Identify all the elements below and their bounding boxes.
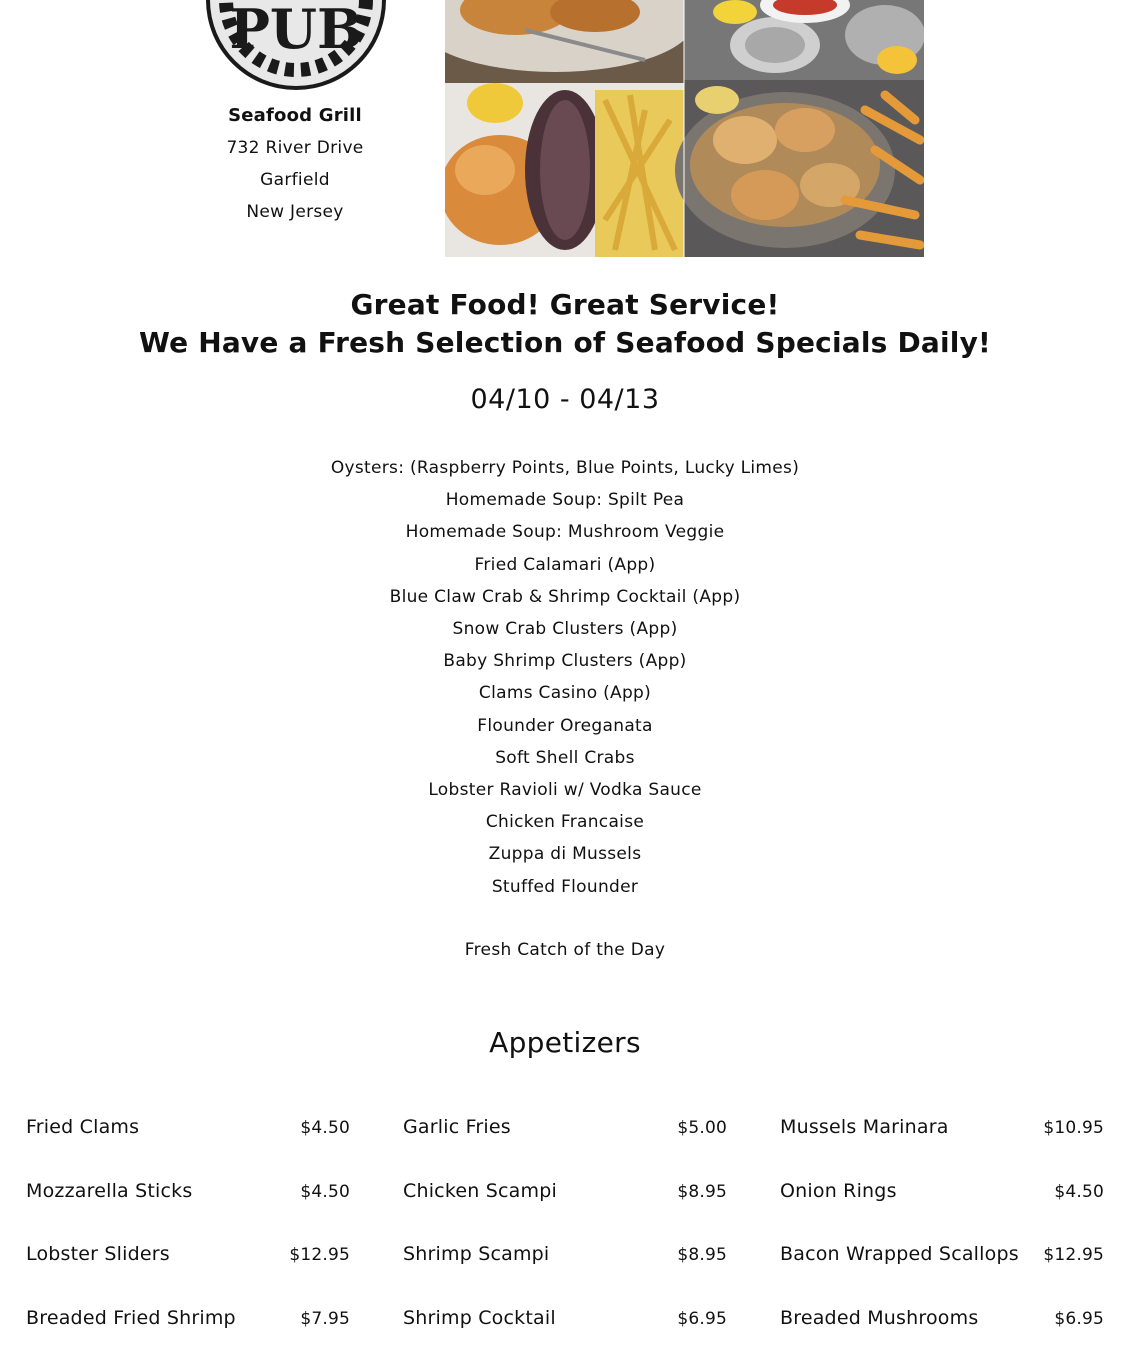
header [0, 0, 1130, 260]
menu-item [403, 1112, 727, 1176]
menu-item [403, 1176, 727, 1240]
special-item: Stuffed Flounder [0, 871, 1130, 903]
menu-item-name: Mussels Marinara [780, 1116, 949, 1138]
special-item: Soft Shell Crabs [0, 742, 1130, 774]
restaurant-info [195, 100, 395, 228]
menu-item-name: Chicken Scampi [403, 1180, 557, 1202]
menu-item-price: $6.95 [1054, 1309, 1104, 1329]
menu-item-name: Garlic Fries [403, 1116, 511, 1138]
food-photo-collage [445, 0, 924, 257]
address: 732 River Drive [195, 132, 395, 164]
menu-item-name: Bacon Wrapped Scallops [780, 1243, 1019, 1265]
menu-item-price: $4.50 [300, 1182, 350, 1202]
menu-item [780, 1239, 1104, 1303]
menu-item [780, 1112, 1104, 1176]
logo-text: PUB [229, 0, 362, 61]
menu-item-name: Fried Clams [26, 1116, 139, 1138]
menu-item-price: $12.95 [1043, 1245, 1104, 1265]
menu-item-price: $8.95 [677, 1182, 727, 1202]
special-item: Oysters: (Raspberry Points, Blue Points, Lucky Limes) [0, 452, 1130, 484]
menu-item-price: $7.95 [300, 1309, 350, 1329]
menu-item-name: Breaded Fried Shrimp [26, 1307, 236, 1329]
tagline-line-2: We Have a Fresh Selection of Seafood Specials Daily! [0, 324, 1130, 362]
menu-item-price: $4.50 [1054, 1182, 1104, 1202]
menu-item [780, 1303, 1104, 1366]
city: Garfield [195, 164, 395, 196]
menu-item [26, 1239, 350, 1303]
menu-item-name: Mozzarella Sticks [26, 1180, 192, 1202]
restaurant-name: Seafood Grill [195, 100, 395, 132]
special-item: Chicken Francaise [0, 806, 1130, 838]
specials-dates: 04/10 - 04/13 [0, 380, 1130, 420]
menu-item [403, 1303, 727, 1366]
menu-item-name: Lobster Sliders [26, 1243, 170, 1265]
menu-item-price: $8.95 [677, 1245, 727, 1265]
special-item: Homemade Soup: Mushroom Veggie [0, 516, 1130, 548]
menu-item [26, 1112, 350, 1176]
appetizers-column-2 [403, 1112, 727, 1366]
menu-item [26, 1176, 350, 1240]
menu-item-price: $6.95 [677, 1309, 727, 1329]
special-item: Homemade Soup: Spilt Pea [0, 484, 1130, 516]
menu-item-price: $5.00 [677, 1118, 727, 1138]
tagline [0, 286, 1130, 362]
appetizers-column-1 [26, 1112, 350, 1366]
menu-item-name: Shrimp Cocktail [403, 1307, 556, 1329]
menu-item [403, 1239, 727, 1303]
special-item: Fried Calamari (App) [0, 549, 1130, 581]
specials-list [0, 452, 1130, 903]
appetizers-column-3 [780, 1112, 1104, 1366]
menu-item-name: Breaded Mushrooms [780, 1307, 978, 1329]
special-item: Blue Claw Crab & Shrimp Cocktail (App) [0, 581, 1130, 613]
menu-item [780, 1176, 1104, 1240]
menu-item-name: Shrimp Scampi [403, 1243, 549, 1265]
menu-item-price: $10.95 [1043, 1118, 1104, 1138]
fresh-catch: Fresh Catch of the Day [0, 934, 1130, 966]
special-item: Zuppa di Mussels [0, 838, 1130, 870]
special-item: Baby Shrimp Clusters (App) [0, 645, 1130, 677]
special-item: Clams Casino (App) [0, 677, 1130, 709]
menu-item-name: Onion Rings [780, 1180, 897, 1202]
menu-item [26, 1303, 350, 1366]
special-item: Snow Crab Clusters (App) [0, 613, 1130, 645]
menu-item-price: $4.50 [300, 1118, 350, 1138]
pub-logo [204, 0, 388, 94]
special-item: Lobster Ravioli w/ Vodka Sauce [0, 774, 1130, 806]
state: New Jersey [195, 196, 395, 228]
tagline-line-1: Great Food! Great Service! [0, 286, 1130, 324]
special-item: Flounder Oreganata [0, 710, 1130, 742]
menu-item-price: $12.95 [289, 1245, 350, 1265]
appetizers-title: Appetizers [0, 1022, 1130, 1064]
